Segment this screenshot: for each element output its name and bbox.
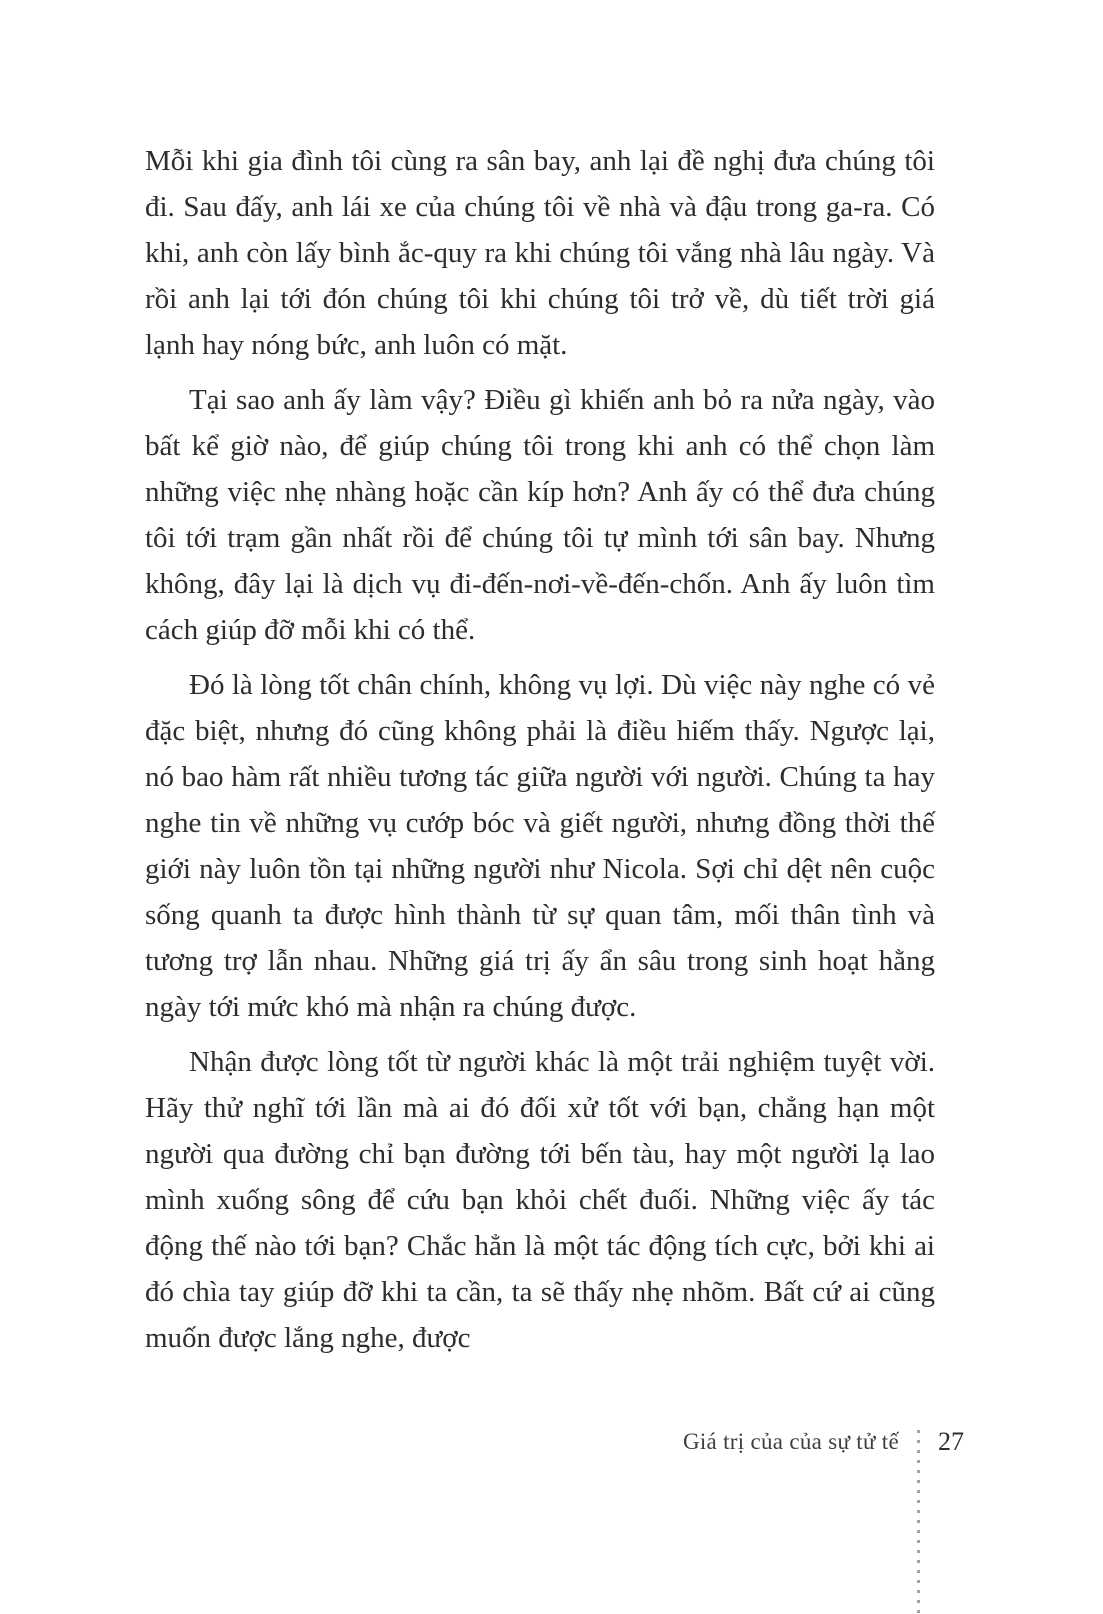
body-paragraph: Nhận được lòng tốt từ người khác là một trải nghiệm tuyệt vời. Hãy thử nghĩ tới lần mà ai đó đối xử tốt với bạn, chẳng hạn một người qua đường chỉ bạn đường tới bến tàu, hay một người lạ lao mình xuống sông để cứu bạn khỏi chết đuối. Những việc ấy tác động thế nào tới bạn? Chắc hẳn là một tác động tích cực, bởi khi ai đó chìa tay giúp đỡ khi ta cần, ta sẽ thấy nhẹ nhõm. Bất cứ ai cũng muốn được lắng nghe, được	[145, 1046, 935, 1354]
footer-dotted-rule	[917, 1430, 920, 1614]
running-head: Giá trị của của sự tử tế	[682, 1429, 899, 1454]
body-paragraph: Mỗi khi gia đình tôi cùng ra sân bay, anh lại đề nghị đưa chúng tôi đi. Sau đấy, anh lái xe của chúng tôi về nhà và đậu trong ga-ra. Có khi, anh còn lấy bình ắc-quy ra khi chúng tôi vắng nhà lâu ngày. Và rồi anh lại tới đón chúng tôi khi chúng tôi trở về, dù tiết trời giá lạnh hay nóng bức, anh luôn có mặt.	[145, 145, 935, 361]
page-text-block	[145, 138, 935, 1361]
body-paragraph: Tại sao anh ấy làm vậy? Điều gì khiến anh bỏ ra nửa ngày, vào bất kể giờ nào, để giúp chúng tôi trong khi anh có thể chọn làm những việc nhẹ nhàng hoặc cần kíp hơn? Anh ấy có thể đưa chúng tôi tới trạm gần nhất rồi để chúng tôi tự mình tới sân bay. Nhưng không, đây lại là dịch vụ đi-đến-nơi-về-đến-chốn. Anh ấy luôn tìm cách giúp đỡ mỗi khi có thể.	[145, 384, 935, 646]
body-paragraph: Đó là lòng tốt chân chính, không vụ lợi. Dù việc này nghe có vẻ đặc biệt, nhưng đó cũng không phải là điều hiếm thấy. Ngược lại, nó bao hàm rất nhiều tương tác giữa người với người. Chúng ta hay nghe tin về những vụ cướp bóc và giết người, nhưng đồng thời thế giới này luôn tồn tại những người như Nicola. Sợi chỉ dệt nên cuộc sống quanh ta được hình thành từ sự quan tâm, mối thân tình và tương trợ lẫn nhau. Những giá trị ấy ẩn sâu trong sinh hoạt hằng ngày tới mức khó mà nhận ra chúng được.	[145, 669, 935, 1023]
page-footer	[145, 1424, 975, 1460]
page-number: 27	[938, 1427, 964, 1456]
